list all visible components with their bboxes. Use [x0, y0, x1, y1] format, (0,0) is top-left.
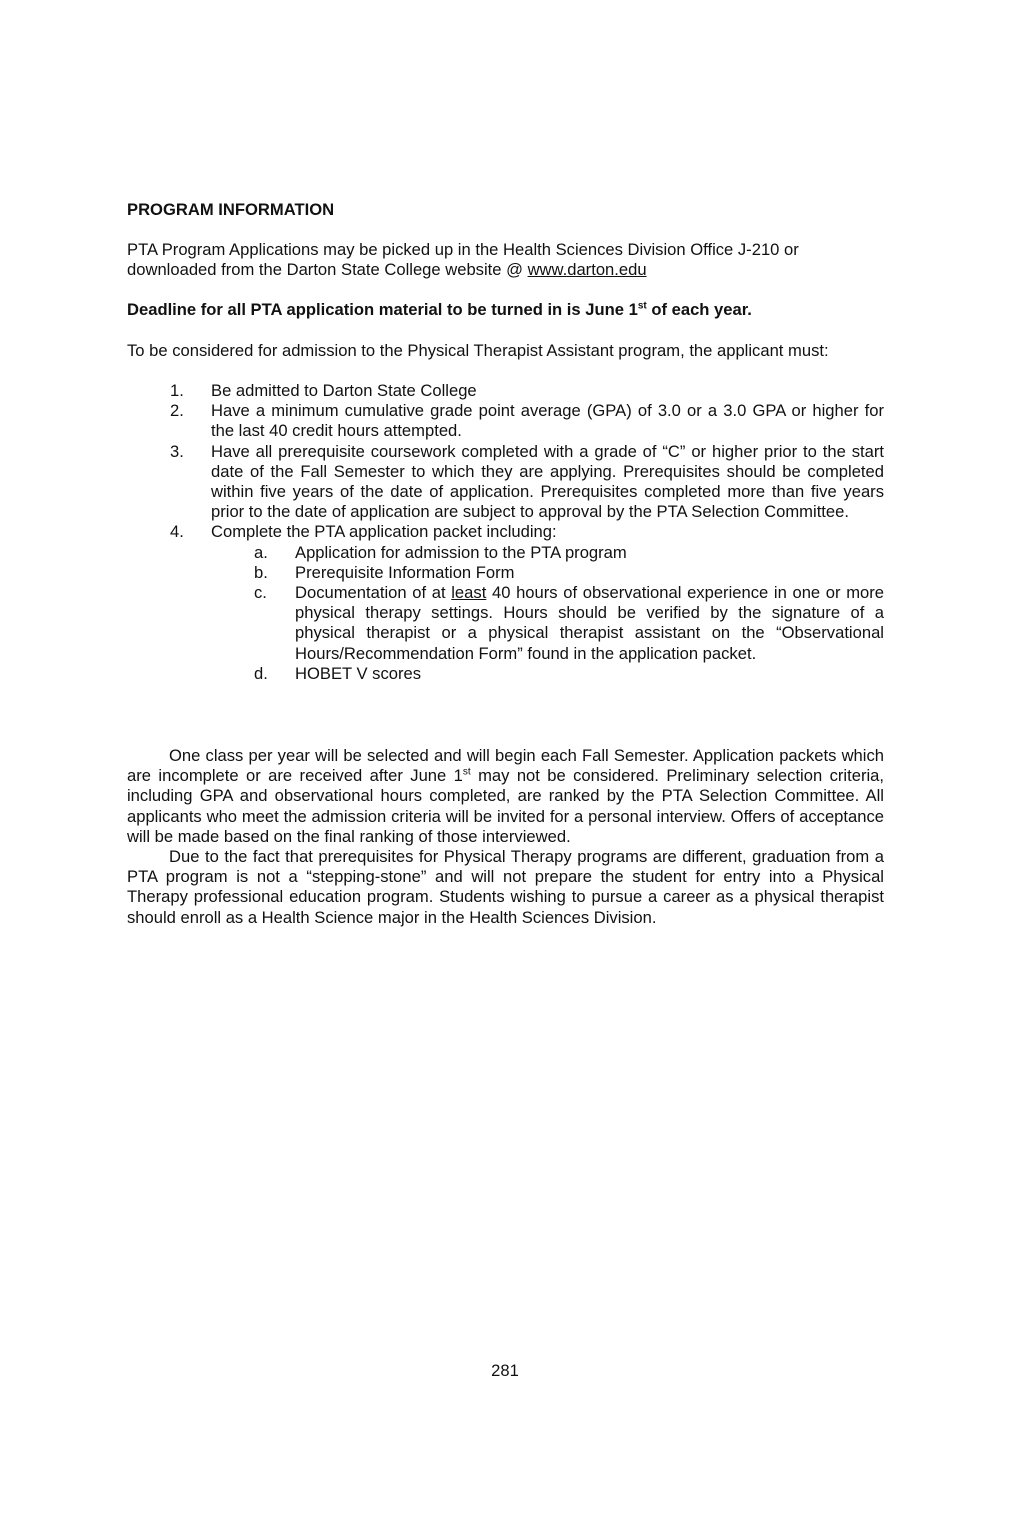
sub-list-item-text: Application for admission to the PTA program [295, 542, 627, 562]
list-item [127, 401, 884, 441]
sub-list-item-letter: c. [254, 583, 267, 603]
list-item-text: Have all prerequisite coursework completed with a grade of “C” or higher prior to the start date of the Fall Semester to which they are applying. Prerequisites should be completed within five years of the date of application. Prerequisites completed more than five years prior to the date of application are subject to approval by the PTA Selection Committee. [211, 441, 884, 522]
selection-paragraph [127, 746, 884, 847]
list-item-text: Have a minimum cumulative grade point average (GPA) of 3.0 or a 3.0 GPA or higher for the last 40 credit hours attempted. [211, 401, 884, 441]
intro-paragraph [127, 240, 884, 280]
list-item-text: Be admitted to Darton State College [211, 381, 477, 400]
sub-list-item-text [295, 583, 884, 664]
selection-text: One class per year will be selected and will begin each Fall Semester. Application packets which are incomplete or are received after June 1 [127, 746, 884, 786]
sub-list-item-text: Prerequisite Information Form [295, 562, 515, 582]
list-item-number: 2. [170, 401, 184, 421]
deadline-text-end: of each year. [646, 300, 752, 319]
sub-list-item [127, 583, 884, 664]
page-title: PROGRAM INFORMATION [127, 200, 335, 219]
sub-list-item-letter: b. [254, 562, 268, 582]
list-item [127, 442, 884, 523]
list-item-number: 4. [170, 522, 184, 542]
selection-section [127, 746, 884, 928]
selection-superscript: st [462, 766, 471, 778]
sub-list-item [127, 543, 884, 563]
observation-text: Documentation of at [295, 583, 452, 603]
page-number: 281 [491, 1361, 519, 1380]
requirements-list [127, 381, 884, 684]
observation-text-end: 40 hours of observational experience in one or more physical therapy settings. Hours should be verified by the signature of a physical therapist or a physical therapist assistant on the “Observational Hours/Recommendation Form” found in the application packet. [295, 583, 885, 663]
deadline-superscript: st [637, 300, 647, 312]
deadline-notice [127, 300, 884, 320]
sub-list-item-letter: d. [254, 663, 268, 683]
admission-criteria-intro: To be considered for admission to the Physical Therapist Assistant program, the applicant must: [127, 341, 829, 360]
sub-list-item-text: HOBET V scores [295, 663, 422, 683]
sub-list-item [127, 563, 884, 583]
selection-text-end: may not be considered. Preliminary selection criteria, including GPA and observational hours completed, are ranked by the PTA Selection Committee. All applicants who meet the admission criteria will be invited for a personal interview. Offers of acceptance will be made based on the final ranking of those interviewed. [127, 766, 884, 846]
sub-list-item-letter: a. [254, 542, 268, 562]
sub-list-item [127, 664, 884, 684]
list-item [127, 522, 884, 684]
website-link[interactable]: www.darton.edu [527, 260, 647, 280]
prerequisite-note-paragraph: Due to the fact that prerequisites for Physical Therapy programs are different, graduation from a PTA program is not a “stepping-stone” and will not prepare the student for entry into a Physical Therapy professional education program. Students wishing to pursue a career as a physical therapist should enroll as a Health Science major in the Health Sciences Division. [127, 847, 884, 927]
intro-text: PTA Program Applications may be picked up in the Health Sciences Division Office J-210 or downloaded from the Darton State College website @ [127, 240, 799, 280]
list-item-number: 3. [170, 441, 184, 461]
underlined-word: least [451, 583, 487, 603]
list-item-number: 1. [170, 381, 184, 400]
list-item [127, 381, 884, 401]
deadline-text: Deadline for all PTA application material to be turned in is June 1 [127, 300, 638, 319]
list-item-text: Complete the PTA application packet including: [211, 522, 557, 542]
